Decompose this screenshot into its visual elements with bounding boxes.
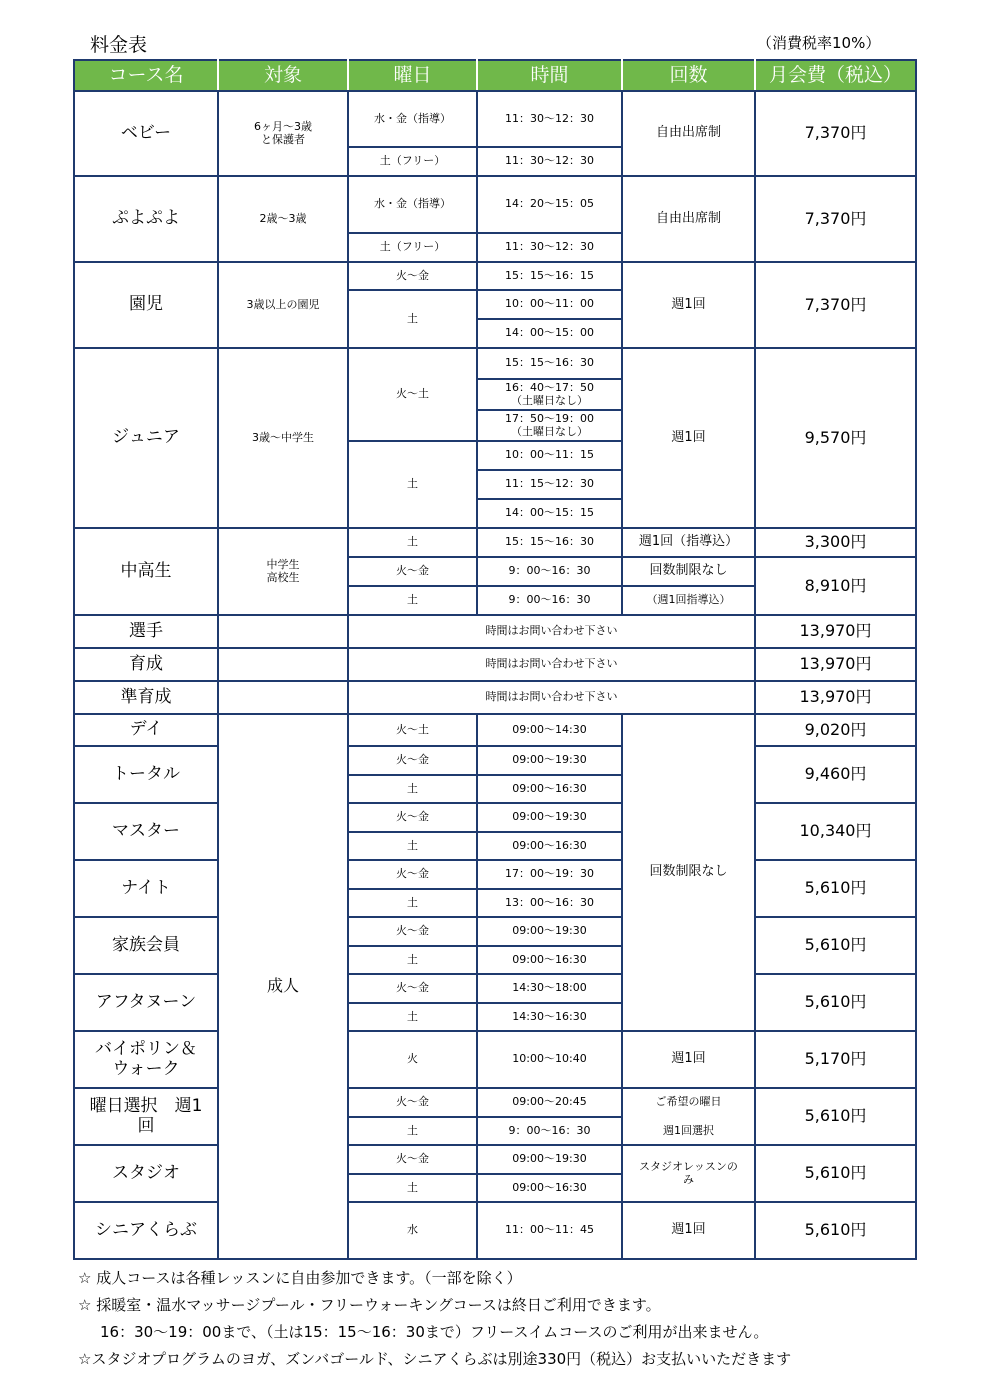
target-text: 中学生	[266, 557, 300, 571]
day-cell: 土（フリー）	[348, 147, 477, 176]
day-cell: 火～金	[348, 974, 477, 1003]
page-title: 料金表	[90, 34, 148, 56]
time-cell: 10：00～11：15	[477, 441, 622, 470]
time-cell: 11：30～12：30	[477, 91, 622, 147]
day-cell: 土	[348, 775, 477, 803]
frequency-cell: 週1回	[622, 1031, 755, 1088]
day-cell: 火～金	[348, 1088, 477, 1117]
course-name: 選手	[74, 615, 218, 648]
price-cell: 5,610円	[755, 860, 916, 917]
frequency-line: スタジオレッスンの	[639, 1159, 738, 1173]
price-cell: 5,610円	[755, 917, 916, 974]
day-cell: 水	[348, 1202, 477, 1259]
price-cell: 5,170円	[755, 1031, 916, 1088]
time-cell: 9：00～16：30	[477, 1117, 622, 1145]
time-cell: 11：15～12：30	[477, 470, 622, 499]
tax-rate-note: （消費税率10%）	[757, 34, 881, 52]
time-cell: 10：00～11：00	[477, 290, 622, 319]
table-row	[74, 917, 916, 946]
course-name: デイ	[74, 714, 218, 746]
day-cell: 土	[348, 1117, 477, 1145]
time-cell: 9：00～16：30	[477, 557, 622, 586]
day-cell: 土	[348, 290, 477, 348]
day-cell: 火～金	[348, 860, 477, 889]
table-row	[74, 528, 916, 557]
frequency-cell: 週1回	[622, 262, 755, 348]
header-frequency: 回数	[622, 60, 755, 91]
target-cell: 2歳～3歳	[218, 176, 348, 262]
day-cell: 火～金	[348, 746, 477, 775]
course-name-line: ウォーク	[112, 1058, 180, 1079]
table-row	[74, 91, 916, 147]
frequency-cell: 週1回	[622, 1202, 755, 1259]
table-row	[74, 1202, 916, 1259]
price-cell: 9,570円	[755, 348, 916, 528]
time-cell: 09:00～16:30	[477, 832, 622, 860]
course-name: トータル	[74, 746, 218, 803]
course-name: ベビー	[74, 91, 218, 176]
target-cell	[218, 681, 348, 714]
target-text: と保護者	[261, 132, 305, 146]
time-cell	[477, 410, 622, 441]
time-cell: 09:00～16:30	[477, 775, 622, 803]
course-name: ぷよぷよ	[74, 176, 218, 262]
table-row	[74, 681, 916, 714]
day-cell: 火～金	[348, 557, 477, 586]
header-course: コース名	[74, 60, 218, 91]
day-cell: 火～金	[348, 803, 477, 832]
time-cell: 14：00～15：15	[477, 499, 622, 528]
table-row	[74, 714, 916, 746]
time-cell: 14:30～18:00	[477, 974, 622, 1003]
inquiry-cell: 時間はお問い合わせ下さい	[348, 615, 755, 648]
target-cell	[218, 615, 348, 648]
time-cell: 14：00～15：00	[477, 319, 622, 348]
table-row	[74, 262, 916, 290]
day-cell: 火～土	[348, 348, 477, 441]
time-cell: 10:00～10:40	[477, 1031, 622, 1088]
time-cell: 09:00～16:30	[477, 1174, 622, 1202]
frequency-cell	[622, 1145, 755, 1202]
table-row	[74, 746, 916, 775]
price-cell: 5,610円	[755, 1145, 916, 1202]
course-name: 育成	[74, 648, 218, 681]
target-cell	[218, 648, 348, 681]
time-cell: 14:30～16:30	[477, 1003, 622, 1031]
header-time: 時間	[477, 60, 622, 91]
time-cell: 13：00～16：30	[477, 889, 622, 917]
table-row	[74, 348, 916, 379]
day-cell: 土	[348, 889, 477, 917]
day-cell: 土（フリー）	[348, 233, 477, 262]
note-line: 16：30～19：00まで、（土は15：15～16：30まで）フリースイムコースのご利用が出来ません。	[100, 1323, 769, 1341]
table-row	[74, 615, 916, 648]
price-cell: 5,610円	[755, 1088, 916, 1145]
time-cell: 15：15～16：30	[477, 348, 622, 379]
frequency-cell: 週1回選択	[622, 1117, 755, 1145]
time-cell: 11：00～11：45	[477, 1202, 622, 1259]
time-cell: 11：30～12：30	[477, 147, 622, 176]
time-cell: 9：00～16：30	[477, 586, 622, 615]
table-row	[74, 176, 916, 233]
table-row	[74, 1088, 916, 1117]
frequency-cell: （週1回指導込）	[622, 586, 755, 615]
table-row	[74, 860, 916, 889]
target-cell	[218, 528, 348, 615]
day-cell: 水・金（指導）	[348, 176, 477, 233]
price-cell: 13,970円	[755, 615, 916, 648]
note-line: ☆ 採暖室・温水マッサージプール・フリーウォーキングコースは終日ご利用できます。	[78, 1296, 661, 1314]
note-line: ☆ 成人コースは各種レッスンに自由参加できます。（一部を除く）	[78, 1269, 522, 1287]
price-cell: 5,610円	[755, 1202, 916, 1259]
adult-target-cell: 成人	[218, 714, 348, 1259]
table-row	[74, 648, 916, 681]
target-text: 6ヶ月～3歳	[254, 119, 312, 133]
header-target: 対象	[218, 60, 348, 91]
price-cell: 7,370円	[755, 176, 916, 262]
target-cell	[218, 91, 348, 176]
course-name	[74, 1088, 218, 1145]
day-cell: 土	[348, 832, 477, 860]
frequency-cell: 自由出席制	[622, 176, 755, 262]
price-cell: 10,340円	[755, 803, 916, 860]
time-cell: 09:00～19:30	[477, 803, 622, 832]
course-name: 中高生	[74, 528, 218, 615]
price-cell: 3,300円	[755, 528, 916, 557]
time-note: （土曜日なし）	[511, 424, 588, 438]
time-text: 16：40～17：50	[505, 380, 594, 394]
time-cell: 09:00～16:30	[477, 946, 622, 974]
price-cell: 9,020円	[755, 714, 916, 746]
frequency-cell: 週1回（指導込）	[622, 528, 755, 557]
table-row	[74, 974, 916, 1003]
day-cell: 土	[348, 528, 477, 557]
inquiry-cell: 時間はお問い合わせ下さい	[348, 648, 755, 681]
target-cell: 3歳以上の園児	[218, 262, 348, 348]
time-cell	[477, 379, 622, 410]
course-name-line: 回	[137, 1115, 155, 1136]
course-name: 準育成	[74, 681, 218, 714]
day-cell: 火～土	[348, 714, 477, 746]
day-cell: 火	[348, 1031, 477, 1088]
frequency-cell: 回数制限なし	[622, 557, 755, 586]
time-cell: 09:00～20:45	[477, 1088, 622, 1117]
target-cell: 3歳～中学生	[218, 348, 348, 528]
day-cell: 火～金	[348, 262, 477, 290]
time-cell: 11：30～12：30	[477, 233, 622, 262]
day-cell: 土	[348, 586, 477, 615]
price-cell: 13,970円	[755, 681, 916, 714]
course-name: スタジオ	[74, 1145, 218, 1202]
table-row	[74, 803, 916, 832]
target-text: 高校生	[266, 570, 300, 584]
time-cell: 09:00～19:30	[477, 917, 622, 946]
day-cell: 土	[348, 946, 477, 974]
day-cell: 火～金	[348, 1145, 477, 1174]
course-name-line: 曜日選択 週1	[89, 1095, 203, 1116]
price-cell: 7,370円	[755, 91, 916, 176]
frequency-cell: 週1回	[622, 348, 755, 528]
price-cell: 8,910円	[755, 557, 916, 615]
frequency-cell: 回数制限なし	[622, 714, 755, 1031]
time-cell: 09:00～19:30	[477, 746, 622, 775]
inquiry-cell: 時間はお問い合わせ下さい	[348, 681, 755, 714]
course-name: アフタヌーン	[74, 974, 218, 1031]
time-cell: 15：15～16：30	[477, 528, 622, 557]
fee-table	[73, 59, 917, 1260]
frequency-cell: 自由出席制	[622, 91, 755, 176]
price-cell: 7,370円	[755, 262, 916, 348]
course-name	[74, 1031, 218, 1088]
course-name-line: バイポリン＆	[95, 1038, 197, 1059]
time-text: 17：50～19：00	[505, 411, 594, 425]
course-name: シニアくらぶ	[74, 1202, 218, 1259]
notes	[78, 1265, 958, 1373]
frequency-line: み	[683, 1172, 694, 1186]
header-row	[74, 60, 916, 91]
day-cell: 土	[348, 1003, 477, 1031]
day-cell: 火～金	[348, 917, 477, 946]
course-name: マスター	[74, 803, 218, 860]
course-name: ナイト	[74, 860, 218, 917]
price-cell: 9,460円	[755, 746, 916, 803]
frequency-cell: ご希望の曜日	[622, 1088, 755, 1117]
day-cell: 土	[348, 441, 477, 528]
time-cell: 17：00～19：30	[477, 860, 622, 889]
header-day: 曜日	[348, 60, 477, 91]
time-cell: 14：20～15：05	[477, 176, 622, 233]
course-name: 家族会員	[74, 917, 218, 974]
time-note: （土曜日なし）	[511, 393, 588, 407]
time-cell: 09:00～19:30	[477, 1145, 622, 1174]
table-row	[74, 1145, 916, 1174]
day-cell: 土	[348, 1174, 477, 1202]
header-monthly-fee: 月会費（税込）	[755, 60, 916, 91]
table-row	[74, 1031, 916, 1088]
time-cell: 09:00～14:30	[477, 714, 622, 746]
day-cell: 水・金（指導）	[348, 91, 477, 147]
note-line: ☆スタジオプログラムのヨガ、ズンバゴールド、シニアくらぶは別途330円（税込）お支払いいただきます	[78, 1350, 792, 1368]
price-cell: 13,970円	[755, 648, 916, 681]
course-name: 園児	[74, 262, 218, 348]
time-cell: 15：15～16：15	[477, 262, 622, 290]
price-cell: 5,610円	[755, 974, 916, 1031]
course-name: ジュニア	[74, 348, 218, 528]
